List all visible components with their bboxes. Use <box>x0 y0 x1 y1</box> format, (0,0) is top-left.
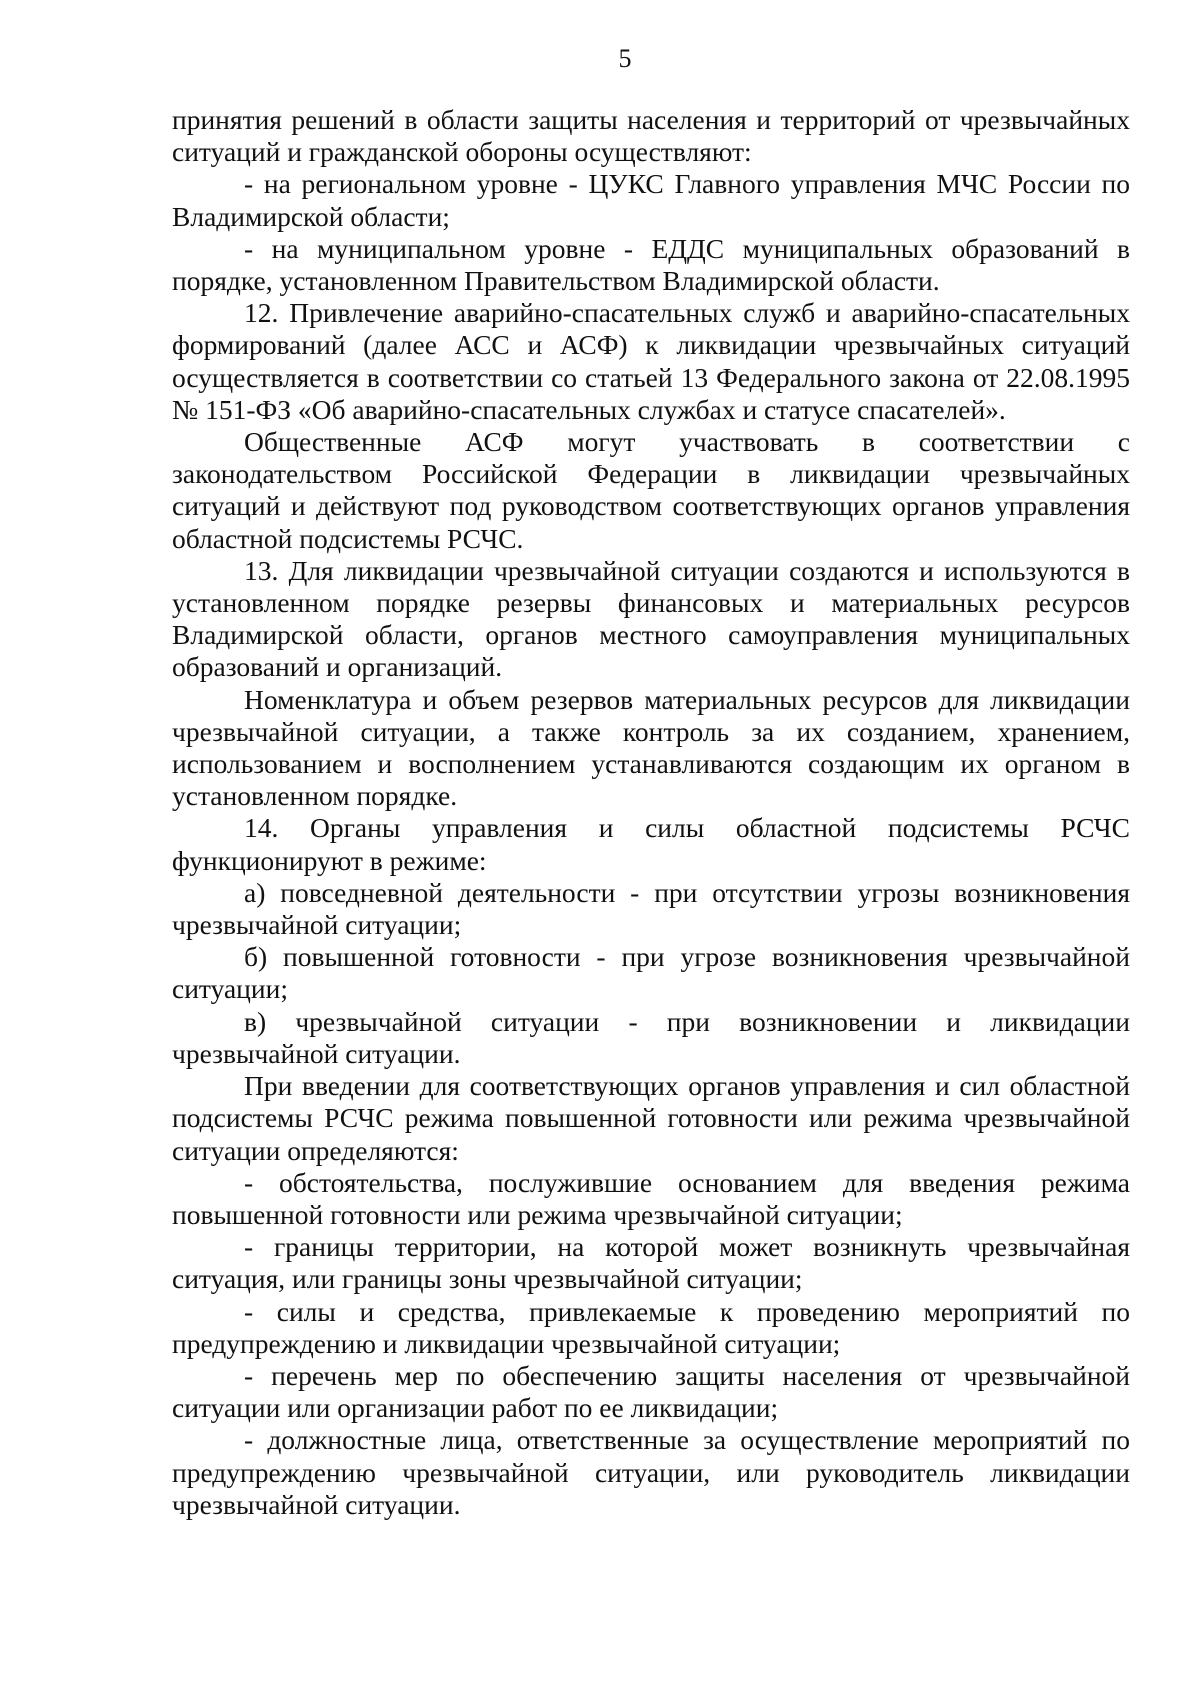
paragraph-item-13: 13. Для ликвидации чрезвычайной ситуации создаются и используются в установленном порядке резервы финансовых и материальных ресурсов Владимирской области, органов местного самоуправления муниципальных образований и организаций. <box>172 554 1130 683</box>
list-item-officials: - должностные лица, ответственные за осуществление мероприятий по предупреждению чрезвычайной ситуации, или руководитель ликвидации чрезвычайной ситуации. <box>172 1424 1130 1520</box>
list-item-circumstances: - обстоятельства, послужившие основанием для введения режима повышенной готовности или режима чрезвычайной ситуации; <box>172 1166 1130 1230</box>
list-item-forces-and-means: - силы и средства, привлекаемые к проведению мероприятий по предупреждению и ликвидации чрезвычайной ситуации; <box>172 1295 1130 1359</box>
list-item-protection-measures: - перечень мер по обеспечению защиты населения от чрезвычайной ситуации или организации работ по ее ликвидации; <box>172 1359 1130 1424</box>
paragraph-public-asf: Общественные АСФ могут участвовать в соответствии с законодательством Российской Федерации в ликвидации чрезвычайных ситуаций и действуют под руководством соответствующих органов управления областной подсистемы РСЧС. <box>172 426 1130 554</box>
paragraph-item-12: 12. Привлечение аварийно-спасательных служб и аварийно-спасательных формирований (далее АСС и АСФ) к ликвидации чрезвычайных ситуаций осуществляется в соответствии со статьей 13 Федерального закона от 22.08.1995 № 151-ФЗ «Об аварийно-спасательных службах и статусе спасателей». <box>172 297 1130 425</box>
page-number: 5 <box>618 44 632 73</box>
paragraph-continuation: принятия решений в области защиты населения и территорий от чрезвычайных ситуаций и гражданской обороны осуществляют: <box>172 104 1130 168</box>
list-item-municipal-level: - на муниципальном уровне - ЕДДС муниципальных образований в порядке, установленном Правительством Владимирской области. <box>172 232 1130 297</box>
list-item-mode-a: а) повседневной деятельности - при отсутствии угрозы возникновения чрезвычайной ситуации; <box>172 876 1130 941</box>
list-item-mode-b: б) повышенной готовности - при угрозе возникновения чрезвычайной ситуации; <box>172 941 1130 1005</box>
paragraph-regime-introduction: При введении для соответствующих органов управления и сил областной подсистемы РСЧС режима повышенной готовности или режима чрезвычайной ситуации определяются: <box>172 1070 1130 1166</box>
document-body <box>172 104 1130 1521</box>
list-item-regional-level: - на региональном уровне - ЦУКС Главного управления МЧС России по Владимирской области; <box>172 168 1130 232</box>
list-item-territory-borders: - границы территории, на которой может возникнуть чрезвычайная ситуация, или границы зоны чрезвычайной ситуации; <box>172 1231 1130 1295</box>
paragraph-reserves-nomenclature: Номенклатура и объем резервов материальных ресурсов для ликвидации чрезвычайной ситуации, а также контроль за их созданием, хранением, использованием и восполнением устанавливаются создающим их органом в установленном порядке. <box>172 683 1130 812</box>
paragraph-item-14: 14. Органы управления и силы областной подсистемы РСЧС функционируют в режиме: <box>172 812 1130 876</box>
list-item-mode-c: в) чрезвычайной ситуации - при возникновении и ликвидации чрезвычайной ситуации. <box>172 1005 1130 1069</box>
